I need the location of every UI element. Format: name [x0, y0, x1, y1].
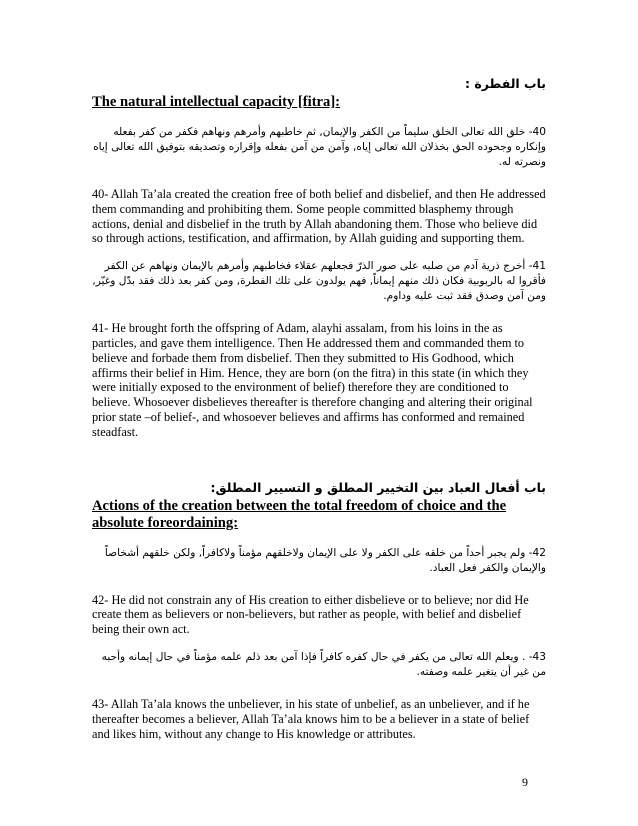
document-page	[92, 70, 546, 741]
arabic-paragraph-43: 43- . ويعلم الله تعالى من يكفر في حال كفره كافراً فإذا آمن بعد ذلم علمه مؤمناً في حال إيمانه وأحبه من غير أن يتغير علمه وصفته.	[101, 650, 546, 678]
english-heading-actions: Actions of the creation between the total freedom of choice and the absolute foreordaining:	[92, 497, 507, 531]
english-paragraph-40: 40- Allah Ta’ala created the creation free of both belief and disbelief, and then He addressed them commanding and prohibiting them. Some people committed blasphemy through actions, denial and disbelief in the truth by Allah abandoning them. Those who believe did so through actions, testification, and affirmation, by Allah guiding and supporting them.	[92, 187, 546, 246]
arabic-heading-actions: باب أفعال العباد بين التخيير المطلق و التسيير المطلق:	[210, 479, 546, 495]
arabic-heading-fitra: باب الفطرة :	[465, 76, 546, 91]
page-number: 9	[522, 775, 528, 789]
english-paragraph-42: 42- He did not constrain any of His creation to either disbelieve or to believe; nor did He create them as believers or non-believers, but rather as people, with belief and disbelief being their own act.	[92, 592, 529, 637]
english-paragraph-43: 43- Allah Ta’ala knows the unbeliever, in his state of unbelief, as an unbeliever, and if he thereafter becomes a believer, Allah Ta’ala knows him to be a believer in a state of belief and likes him, without any change to His knowledge or attributes.	[92, 696, 530, 741]
arabic-paragraph-40: 40- خلق الله تعالى الخلق سليماً من الكفر والإيمان, ثم خاطبهم وأمرهم ونهاهم فكفر من كفر بفعله وإنكاره وجحوده الحق بخذلان الله تعالى إياه, وآمن من آمن بفعله وإقراره وتصديقه بتوفيق الله تعالى إياه ونصرته له.	[93, 126, 546, 168]
arabic-paragraph-42: 42- ولم يجبر أحداً من خلقه على الكفر ولا على الإيمان ولاخلقهم مؤمناً ولاكافراً, ولكن خلقهم أشخاصاً والإيمان والكفر فعل العباد.	[104, 546, 546, 574]
english-heading-fitra: The natural intellectual capacity [fitra]:	[92, 94, 341, 110]
arabic-paragraph-41: 41- أخرج ذرية آدم من صلبه على صور الذرّ فجعلهم عقلاء فخاطبهم وأمرهم بالإيمان ونهاهم عن الكفر فأقروا له بالربوبية فكان ذلك منهم إيماناً, فهم يولدون على تلك الفطرة, ومن كفر بعد ذلك فقد بدّل وغيّر, ومن آمن وصدق فقد ثبت عليه وداوم.	[92, 260, 546, 303]
english-paragraph-41: 41- He brought forth the offspring of Adam, alayhi assalam, from his loins in the as particles, and gave them intelligence. Then He addressed them and commanded them to believe and forbade them from disbelief. Then they submitted to His Godhood, which affirms their belief in Him. Hence, they are born (on the fitra) in this state (in which they were initially exposed to the environment of belief) therefore they are conditioned to believe. Whosoever disbelieves thereafter is therefore changing and altering their original prior state –of belief-, and whosoever believes and affirms has conformed and remained steadfast.	[92, 321, 533, 439]
